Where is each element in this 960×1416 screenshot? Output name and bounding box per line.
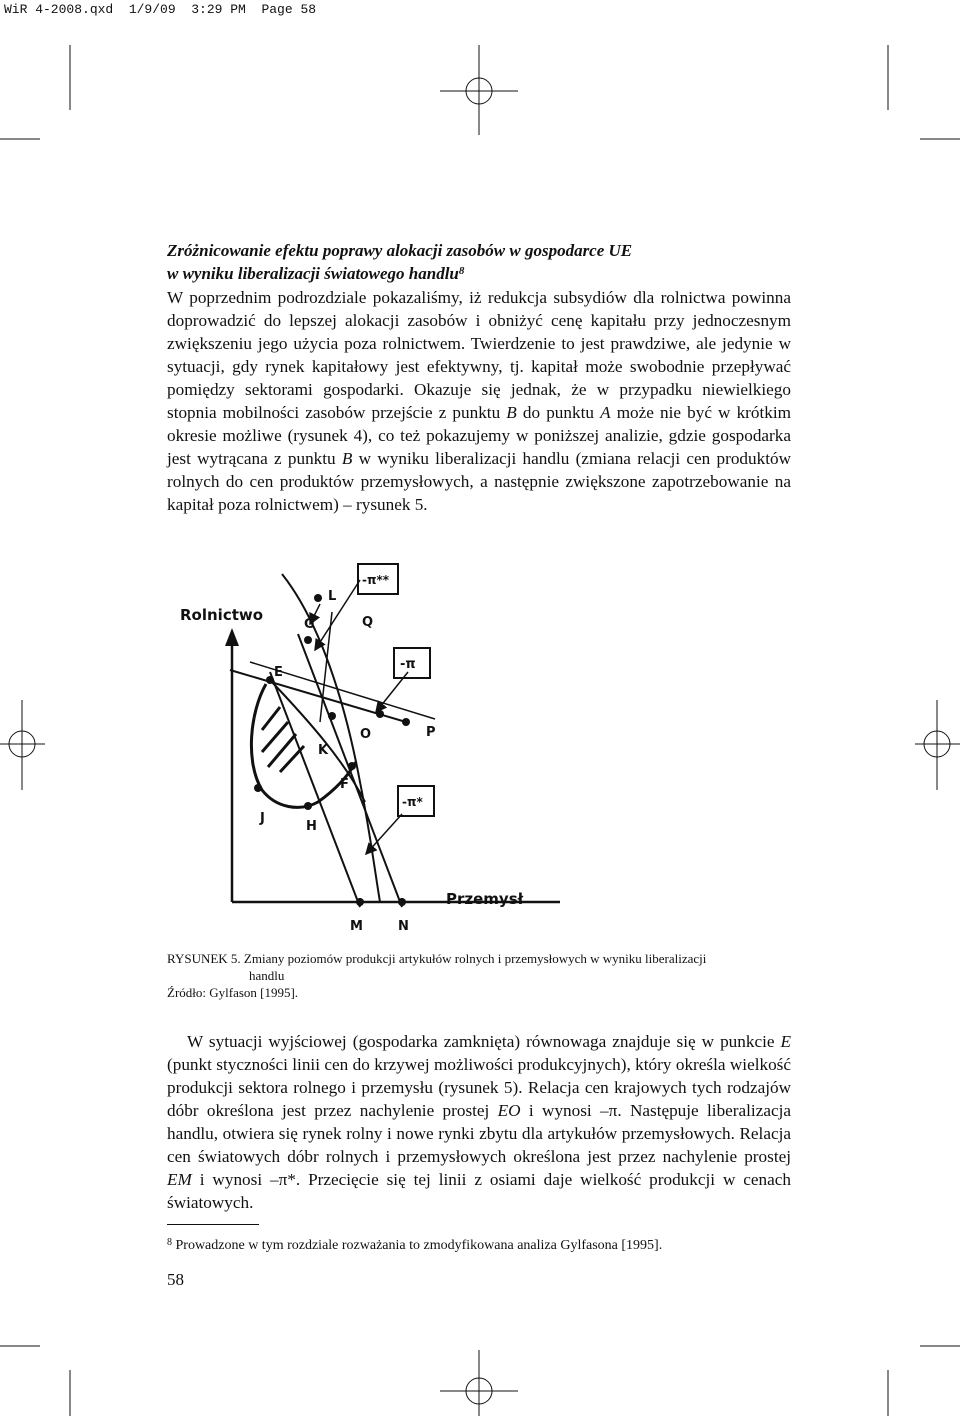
point-j-dot bbox=[254, 784, 262, 792]
caption-source: Źródło: Gylfason [1995]. bbox=[167, 985, 299, 1000]
figure-caption bbox=[167, 950, 791, 1001]
point-g-dot bbox=[304, 636, 312, 644]
label-g: G bbox=[304, 617, 315, 632]
paragraph-2: W sytuacji wyjściowej (gospodarka zamknięta) równowaga znajduje się w punkcie E (punkt styczności linii cen do krzywej możliwości produkcyjnych), który określa wielkość produkcji sektora rolnego i przemysłu (rysunek 5). Relacja cen krajowych tych rodzajów dóbr określona jest przez nachylenie prostej EO i wynosi –π. Następuje liberalizacja handlu, otwiera się rynek rolny i nowe rynki zbytu dla artykułów przemysłowych. Relacja cen światowych dóbr rolnych i przemysłowych określona jest przez nachylenie prostej EM i wynosi –π*. Przecięcie się tej linii z osiami daje wielkość produkcji w cenach światowych. bbox=[167, 1032, 791, 1212]
label-f: F bbox=[340, 777, 349, 792]
y-axis-label: Rolnictwo bbox=[180, 606, 264, 624]
x-axis-label: Przemysł bbox=[446, 890, 524, 908]
point-l-dot bbox=[314, 594, 322, 602]
label-m: M bbox=[350, 919, 363, 934]
caption-line-2: handlu bbox=[249, 968, 285, 983]
point-k-dot bbox=[328, 712, 336, 720]
figure-5-diagram bbox=[170, 562, 590, 942]
y-axis-arrow bbox=[225, 628, 239, 646]
label-e: E bbox=[274, 665, 283, 680]
label-pi-star-star: -π** bbox=[362, 573, 390, 587]
label-pi-star: -π* bbox=[402, 795, 423, 809]
page-number: 58 bbox=[167, 1270, 184, 1289]
point-o-dot bbox=[376, 710, 384, 718]
footnote-rule bbox=[167, 1224, 259, 1225]
label-k: K bbox=[318, 743, 329, 758]
label-pi: -π bbox=[400, 657, 416, 672]
point-f-dot bbox=[348, 762, 356, 770]
label-n: N bbox=[398, 919, 409, 934]
point-m-dot bbox=[356, 898, 364, 906]
label-h: H bbox=[306, 819, 317, 834]
label-p: P bbox=[426, 725, 436, 740]
slug-line: WiR 4-2008.qxd 1/9/09 3:29 PM Page 58 bbox=[4, 2, 317, 17]
footnote-ref: 8 bbox=[458, 265, 465, 277]
point-o2-dot bbox=[402, 718, 410, 726]
heading-line-2: w wyniku liberalizacji światowego handlu$^8$ bbox=[167, 264, 465, 283]
label-o: O bbox=[360, 727, 372, 742]
point-n-dot bbox=[398, 898, 406, 906]
point-h-dot bbox=[304, 802, 312, 810]
footnote bbox=[167, 1234, 791, 1255]
label-j: J bbox=[260, 811, 265, 826]
point-e-dot bbox=[266, 676, 274, 684]
paragraph-1: W poprzednim podrozdziale pokazaliśmy, iż redukcja subsydiów dla rolnictwa powinna doprowadzić do lepszej alokacji zasobów i obniżyć cenę kapitału przy jednoczesnym zwiększeniu jego użycia poza rolnictwem. Twierdzenie to jest prawdziwe, ale jedynie w sytuacji, gdy rynek kapitałowy jest efektywny, tj. kapitał może swobodnie przepływać pomiędzy sektorami gospodarki. Okazuje się jednak, że w przypadku niewielkiego stopnia mobilności zasobów przejście z punktu B do punktu A może nie być w krótkim okresie możliwe (rysunek 4), co też pokazujemy w poniższej analizie, gdzie gospodarka jest wytrącana z punktu B w wyniku liberalizacji handlu (zmiana relacji cen produktów rolnych do cen produktów przemysłowych, a następnie zwiększone zapotrzebowanie na kapitał poza rolnictwem) – rysunek 5. bbox=[167, 288, 792, 514]
price-line-gn bbox=[298, 634, 402, 907]
label-q: Q bbox=[362, 615, 374, 630]
heading-line-1: Zróżnicowanie efektu poprawy alokacji zasobów w gospodarce UE bbox=[167, 241, 633, 260]
footnote-number: 8 bbox=[167, 1237, 172, 1248]
caption-line-1: RYSUNEK 5. Zmiany poziomów produkcji artykułów rolnych i przemysłowych w wyniku liberalizacji bbox=[167, 951, 707, 966]
label-l: L bbox=[328, 589, 337, 604]
section-heading bbox=[167, 240, 807, 284]
footnote-text: Prowadzone w tym rozdziale rozważania to zmodyfikowana analiza Gylfasona [1995]. bbox=[172, 1238, 663, 1253]
